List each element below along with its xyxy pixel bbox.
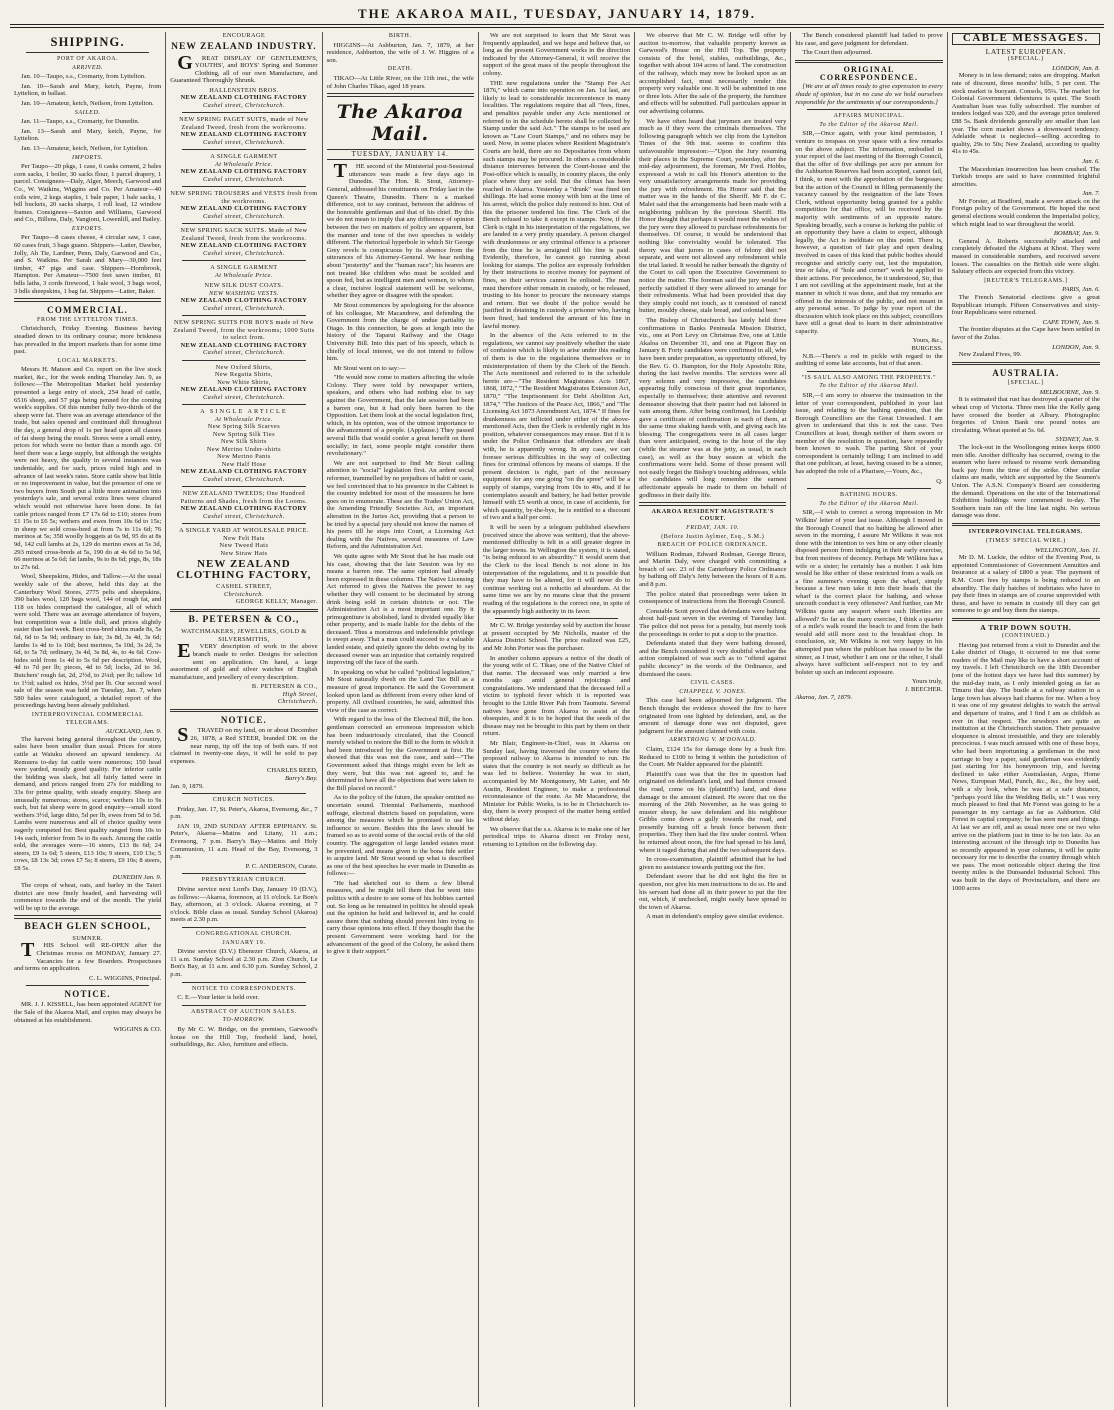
factory-address: Cashel street, Christchurch. xyxy=(203,475,285,483)
letter-signature: Q. xyxy=(936,477,943,485)
factory-address: Cashel street, Christchurch. xyxy=(203,212,285,220)
divider xyxy=(807,109,930,110)
clothing-ad-sub: NEW WASHING VESTS. xyxy=(208,289,279,297)
dateline: Jan. 6. xyxy=(1082,157,1100,165)
cable-text: The French Senatorial elections give a great Republican triumph. Fifteen Conservatives and sixty-four Republicans were returned. xyxy=(951,294,1100,317)
trip-text: Having just returned from a visit to Dunedin and the Lake district of Otago, it occurred to me that some readers of the Mail may like to have a short account of my travels. I left Christchurch on the 18th December (one of the hottest days we have had this summer) by the mid-day train, as I only intended going as far as Timaru that day. The bustle at a railway station in a large town has always had charms for me. When a boy it was one of my greatest delights to watch the arrival and departure of trains, and I find I am as childish as ever in that respect. The newsboys are quite an institution at the Christchurch station. Their persuasive eloquence is almost irresistible, and they are tolerably precocious. I was much amused with one of these boys, who had been importuning a gentleman in the next carriage to buy a paper, said gentleman was evidently just starting for his honeymoon trip, and having declined to take either Australasian, Argus, Home News, European Mail, Punch, &c., &c., the boy said, with a sly look, when he was at a safe distance, "perhaps you'd like the Wedding Bells, sir." I was very much pleased to find that Mr Forest was going to be a passenger in my carriage as far as Ashburton. Old Forest in capital company; he has seen men and things. At last we are off, and as usual more one or two who arrive on the platform just in time to be too late. As an interesting account of the through trip to Dunedin has so recently appeared in your columns, it will be quite necessary for me to describe the country through which we pass. The most noticeable object during the first twenty miles is the Dunsandel Industrial School. This was built in the days of Provincialism, and there are 1000 acres xyxy=(951,641,1100,892)
divider xyxy=(327,93,474,97)
court-text: A man in defendant's employ gave similar evidence. xyxy=(646,913,784,921)
correspondents-text: C. E.—Your letter is held over. xyxy=(177,994,260,1002)
latest-european-heading: LATEST EUROPEAN. xyxy=(985,46,1066,56)
factory-street: CASHEL STREET, xyxy=(216,583,272,591)
letter-text: SIR,—I am sorry to observe the insinuation in the letter of your correspondent, published in your last issue, and relating to the bathing question, that the Borough Councillors are the Great Unwashed. I am given to understand that this is not the case. Two Councillors at least, though neither of them sworn or member of the resolution in question, have repeatedly been known to wash. The parting Shot of your correspondent is certainly telling; I am inclined to add that one publican, at least, having ceased to be a sinner, has adopted the role of a Pharisee,—Yours, &c., xyxy=(795,392,943,475)
divider xyxy=(182,260,305,261)
factory-name: NEW ZEALAND CLOTHING FACTORY xyxy=(180,386,308,394)
divider xyxy=(26,52,149,53)
arrival-line: Jan. 10—Sarah and Mary, ketch, Payne, from Lyttelton, in ballast. xyxy=(14,82,162,98)
court-text: Plaintiff's case was that the fire in question had originated on defendant's land, and had thence crossed the road, come on his (plaintiff's) land, and done damage to the amount claimed. He swore that on the morning of the 26th November, as he was going to muster sheep, he saw defendant and his neighbour Gribbs come down a gully towards the road, and presently burning off a brush fence between their properties. They then had the fire under control. When he returned about noon, the fire had spread to his land, where it raged during that and the two subsequent days. xyxy=(639,770,787,854)
shipping-heading: SHIPPING. xyxy=(50,35,125,49)
death-text: TIKAO—At Little River, on the 11th inst., the wife of John Charles Tikao, aged 18 years. xyxy=(326,74,474,90)
cable-text: The lock-out in the Woollongong mines keeps 6000 men idle. Another difficulty has occurred, owing to the seamen who have refused to resume work demanding back pay from the time of the strike. Other similar claims are made, which are supported by the Seamen's Union. The A.S.N. Company's Board are considering the demand. Operations on the site of the International Exhibition buildings were commenced to-day. The Southern train ran off the line last night. No serious damage was done. xyxy=(951,444,1100,520)
divider xyxy=(182,927,305,928)
editorial-paragraph: Mr Stout commences by apologising for the absence of his colleague, Mr Macandrew, and defending the Government from the charge of undue partiality to Otago. In this connection, he goes at length into the history of the Taparui Railway and the Otago University Bill. Into this part of his speech, which is chiefly of local interest, we do not intend to follow him. xyxy=(326,301,474,363)
correspondence-note: [We are at all times ready to give expression to every shade of opinion, but in no case do we hold ourselves responsible for the sentiments of our correspondents.] xyxy=(795,83,943,106)
news-paragraph: We observe that the s.s. Akaroa is to make one of her periodical trips to Akaroa direct on Friday next, returning to Lyttelton on the following day. xyxy=(482,825,631,848)
church-notices-heading: CHURCH NOTICES. xyxy=(212,797,276,804)
divider xyxy=(182,1005,305,1006)
editorial-paragraph: Mr Stout went on to say:— xyxy=(333,364,406,372)
divider xyxy=(182,149,305,150)
single-article-sub: At Wholesale Price. xyxy=(215,415,273,423)
strayed-notice-date: Jan. 9, 1879. xyxy=(170,782,204,790)
editor-address: To the Editor of the Akaroa Mail. xyxy=(819,383,919,390)
cable-text: The frontier disputes at the Cape have been settled in favor of the Zulus. xyxy=(951,326,1100,341)
dateline: BOMBAY, Jan. 9. xyxy=(1053,230,1100,238)
great-display-text: GREAT DISPLAY OF GENTLEMEN'S, YOUTHS', and BOYS' Spring and Summer Clothing, all of our own Manufacture, and Guaranteed Thoroughly Shrunk. xyxy=(170,51,318,85)
beach-glen-heading: BEACH GLEN SCHOOL, xyxy=(24,921,151,932)
dateline: DUNEDIN Jan. 9. xyxy=(112,874,162,882)
birth-text: HIGGINS—At Ashburton, Jan. 7, 1879, at her residence, Ashburton, the wife of J. W. Higgins of a son. xyxy=(326,41,474,64)
divider xyxy=(182,486,305,487)
court-text: Defendants stated that they were bathing dressed, and the Bench considered it very doubtful whether the action complained of was such as to "offend against public decency" in the words of the Ordinance, and dismissed the cases. xyxy=(639,640,787,678)
dateline: MELBOURNE, Jan. 9. xyxy=(1039,388,1100,396)
court-text: The Bench considered plaintiff had failed to prove his case, and gave judgment for defendant. xyxy=(795,32,943,47)
local-markets-text: Messrs H. Matson and Co. report on the live stock market, &c., for the week ending Thursday Jan. 9, as follows:—The Metropolitan Market held yesterday presented a large entry of stock, 254 head of cattle, 6516 sheep, and 57 pigs being penned for the coming week's supplies. Of this number fully two-thirds of the sheep were fat. There was an average attendance of the trade, but sales opened and continued dull throughout the day, a general drop of 1s per head upon all classes of fat sheep being the result. Stores were a small entry, prices for which were no better than a month ago. Of beef there was a large supply, but although the weights were not heavy, the quality in several instances was undeniable, and for such, prices ruled high and in advance of last week's rates. Store cattle show but little or no improvement in value, but the presence of one or two buyers from South put a little more animation into yesterday's sale, and several extra lines were cleared which would not otherwise have been done. In fat cattle prices ranged from £7 17s 6d to £10; stores from £1 15s to £6 5s; wethers and ewes from 10s 6d to 15s; in sheep we sold cross-bred at from 7s to 11s 6d; 76 merinos at 5s; 358 woolly hoggets at 6s 9d, 95 do at 8s 9d, 142 cull lambs at 2s, 129 do merino ewes at 5s 3d, 293 mixed cross-breds at 5s, 190 do at 4s 6d to 5s 9d, 66 merinos at 5s 6d; fat lambs, 9s to 8s 6d; pigs, 8s, 18s to 27s 6d. xyxy=(14,366,162,571)
cable-text: The Macedonian insurrection has been crushed. The Turkish troops are said to have committed frightful atrocities. xyxy=(951,165,1100,188)
factory-name: NEW ZEALAND CLOTHING FACTORY xyxy=(180,242,308,250)
dateline: PARIS, Jan. 6. xyxy=(1062,286,1100,294)
editorial-paragraph: "He had sketched out to them a few liberal measures, and he might tell them that he went into politics with a desire to see some of his hobbies carried out. So long as he remained in politics he should speak out the opinion he held and believed in, and he could assure them that nothing should prevent him trying to carry those opinions into effect. If they thought that the present Government were working hard for the advancement of the good of the Colony, he asked them to give it their support." xyxy=(326,879,474,956)
clothing-ad-line: NEW SPRING TROUSERS and VESTS fresh from the workrooms. xyxy=(170,190,318,205)
auction-abstract-date: TO-MORROW. xyxy=(222,1017,266,1024)
presbyterian-text: Divine service next Lord's Day, January 19 (D.V.), as follows:—Akaroa, forenoon, at 11 o'clock. Le Bon's Bay, afternoon, at 3 o'clock. Akaroa evening, at 7 o'clock. Bible class as usual. Sunday School (Akaroa) meets at 2.30 p.m. xyxy=(170,886,318,924)
shirt-line: New Regatta Shirts, xyxy=(214,371,273,379)
clothing-ad-sub: At Wholesale Price. xyxy=(215,271,273,279)
nz-industry-heading: NEW ZEALAND INDUSTRY. xyxy=(171,41,317,52)
scarf-line: New Half Hose xyxy=(221,460,267,468)
divider xyxy=(807,488,930,489)
auction-abstract-heading: ABSTRACT OF AUCTION SALES. xyxy=(191,1008,297,1015)
editor-address: To the Editor of the Akaroa Mail. xyxy=(819,121,919,128)
divider xyxy=(639,502,786,506)
factory-name: NEW ZEALAND CLOTHING FACTORY xyxy=(180,131,308,139)
news-paragraph: In the absence of the Acts referred to in the regulations, we cannot say positively whether the state of confusion which is likely to arise under this reading of them is due to the regulations themselves or to misinterpretation of them by the Clerk of the Bench. The Acts mentioned and referred to in the schedule hereto are—"The Resident Magistrates Acts 1867, 1868, 1872," "The Resident Magistrates Extension Act, 1870," "The Imprisonment for Debt Abolition Act, 1874," "The Justices of the Peace Act, 1866," and "The Licensing Act 1873 Amendment Act, 1874." If fines for drunkenness are inflicted under either of the above-mentioned Acts, then the Clerk is evidently right in his position, whatever consequences may ensue. But if it is under the Police Ordinance that offenders are dealt with, he is apparently wrong. In any case, we can foresee serious difficulties in the way of collecting fines for criminal offences by means of stamps. If the present decision is right, part of the necessary equipment for any one going "on the spree" will be a supply of stamps, varying from 10s to 40s, and if he contemplates assault and battery, he had better provide himself with £5 worth at once, in case of accidents, for which quantity, by-the-bye, he is entitled to a discount of two and a half per cent. xyxy=(482,332,631,522)
arrival-line: Jan. 10—Taupo, s.s., Cromarty, from Lyttelton. xyxy=(21,73,146,81)
column-1 xyxy=(10,32,166,1407)
editorial-paragraph: THE second of the Ministerial post-Sessional utterances was made a few days ago in Dunedin. The Hon. R. Stout, Attorney-General, addressed his constituents on Friday last in the Queen's Theatre, Dunedin. There is a marked difference, not to say contrast, between the address of the honorable gentleman and that of his chief. By this we do not mean to imply that any difference of opinion between the two on matters of policy are apparent, but the manner and tone of the two speeches is widely different. The rhetorical hyperbole in which Sir George Grey revels is conspicuous by its absence from the utterances of his Attorney-General. We hear nothing about "posterity" and the "human race"; his hearers are not treated like children who must be scolded and spoon fed, but as intelligent men and women, to whom a clear, incisive logical statement will be welcome, whether they agree or disagree with the speaker. xyxy=(326,160,474,300)
news-paragraph: Mr Blair, Engineer-in-Chief, was in Akaroa on Sunday last, having traversed the country where the proposed railway to Akaroa is intended to run. He states that the country is not nearly so difficult as he was led to believe. Yesterday he was to start, accompanied by Mr Montgomery, Mr Latter, and Mr Austin, Resident Engineer, to make a professional reconnaissance of the route. As Mr Macandrew, the Minister for Public Works, is to be in Christchurch to-day, there is every prospect of the matter being settled without delay. xyxy=(482,740,631,823)
factory-address: Cashel street, Christchurch. xyxy=(203,393,285,401)
cable-text: Mr Forster, at Bradford, made a severe attack on the Foreign policy of the Government. He hoped the next general elections would condemn the Imperialist policy, which might lead to war throughout the world. xyxy=(951,197,1100,228)
clothing-ad-line: NEW SILK DUST COATS. xyxy=(204,282,284,290)
commercial-heading: COMMERCIAL. xyxy=(47,304,129,315)
interprovincial-commercial-heading: INTERPROVINCIAL COMMERCIAL TELEGRAMS. xyxy=(31,712,144,726)
commercial-text: Christchurch, Friday Evening. Business having steadied down to its ordinary course; more briskness has prevailed in the import markets than for some time past. xyxy=(14,325,162,356)
court-before: (Before Justin Aylmer, Esq., S.M.) xyxy=(661,533,765,540)
scarf-line: New Merino Under-shirts xyxy=(206,445,281,453)
hat-line: New Straw Hats xyxy=(220,549,268,557)
sailed-heading: SAILED. xyxy=(74,109,101,116)
clothing-ad-line: NEW SPRING PAGET SUITS, made of New Zealand Tweed, fresh from the workrooms. xyxy=(179,116,309,131)
correspondents-heading: NOTICE TO CORRESPONDENTS. xyxy=(191,985,296,992)
news-paragraph: The Bishop of Christchurch has lately held three confirmations in Banks Peninsula Mission District, viz., one at Port Levy on Christmas Eve, one at Little Akaloa on December 31, and one at Pigeon Bay on January 8. Forty candidates were confirmed in all, who have been under preparation, as opportunity offered, by the Rev. G. O. Hampton, for the Holy Apostolic Rite, during the last twelve months. The services were all very solemn and very impressive, the candidates appearing fully conscious of their great importance, especially to themselves; their attentive and reverent demeanor showing that their pastor had not labored in vain among them. After being confirmed, his Lordship gave a certificate of confirmation to each of them, at the same time shaking hands with, and giving each his blessing. The congregations were in all cases larger than were anticipated, owing to the hour of the day (while the steamer was at the jetty, as usual, in each case), as well as the busy season at which the confirmations were held. Some of those present will not easily forget the Bishop's touching addresses, while the candidates will long remember the earnest affectionate appeals he made to them on behalf of godliness in their daily life. xyxy=(639,316,787,499)
strayed-notice-heading: NOTICE. xyxy=(220,715,267,726)
court-date: FRIDAY, JAN. 10. xyxy=(686,524,740,531)
australia-heading: AUSTRALIA. xyxy=(992,368,1060,379)
congregational-date: JANUARY 19. xyxy=(222,939,266,946)
church-signature: P. C. ANDERSON, Curate. xyxy=(245,862,318,870)
divider xyxy=(495,618,618,619)
cable-text: It is estimated that rust has destroyed a quarter of the wheat crop of Victoria. Three men like the Kelly gang have crossed the border at Albury. Photographic forgeries of Union Bank one pound notes are circulating. Wheat quoted at 5s. 6d. xyxy=(951,396,1100,434)
editor-address: To the Editor of the Akaroa Mail. xyxy=(819,500,919,507)
dateline: AUCKLAND, Jan. 9. xyxy=(105,728,162,736)
paper-title: The Akaroa Mail. xyxy=(336,100,464,145)
divider xyxy=(952,362,1100,366)
masthead-rule xyxy=(10,24,1104,28)
scarf-line: New Spring Silk Ties xyxy=(212,430,275,438)
scarf-line: New Silk Shirts xyxy=(220,438,267,446)
divider xyxy=(182,982,305,983)
column-2 xyxy=(166,32,322,1407)
shirt-line: New Oxford Shirts, xyxy=(215,363,273,371)
church-text: Friday, Jan. 17, St. Peter's, Akaroa, Evensong, &c., 7 p.m. xyxy=(170,805,318,821)
imports-heading: IMPORTS. xyxy=(71,154,104,161)
divider xyxy=(795,60,942,64)
letter-signature: J. BEECHER. xyxy=(905,686,943,693)
saul-heading: "IS SAUL ALSO AMONG THE PROPHETS." xyxy=(801,374,937,381)
factory-address: Cashel street, Christchurch. xyxy=(203,349,285,357)
clothing-ad-line: A SINGLE GARMENT xyxy=(210,153,278,161)
hat-line: New Tweed Hats xyxy=(219,542,269,550)
scarf-line: New Merino Pants xyxy=(217,453,271,461)
dateline: LONDON, Jan. 9. xyxy=(1052,343,1100,351)
masthead-title: THE AKAROA MAIL, TUESDAY, JANUARY 14, 1879. xyxy=(357,6,757,21)
factory-city: Christchurch. xyxy=(224,590,264,598)
death-heading: DEATH. xyxy=(387,66,413,73)
clothing-ad-line: NEW SPRING SACK SUITS. Made of New Zealand Tweed, fresh from the workrooms. xyxy=(180,227,308,242)
reuter-label: [REUTER'S TELEGRAMS.] xyxy=(984,277,1068,284)
court-breach-heading: BREACH OF POLICE ORDINANCE. xyxy=(657,542,769,549)
column-7 xyxy=(948,32,1104,1407)
single-article-heading: A SINGLE ARTICLE xyxy=(200,408,288,416)
presbyterian-heading: PRESBYTERIAN CHURCH. xyxy=(201,877,287,884)
dunedin-text: The crops of wheat, oats, and barley in the Taieri district are now finely headed, and harvesting will commence towards the end of the month. The yield will be up to the average. xyxy=(14,882,162,912)
divider xyxy=(170,609,317,613)
special-label: (SPECIAL.) xyxy=(1007,56,1044,63)
bathing-hours-heading: BATHING HOURS. xyxy=(840,492,899,499)
special-label: [SPECIAL.] xyxy=(1007,380,1044,387)
petersen-signature: Christchurch. xyxy=(277,698,318,706)
clothing-ad-line: A SINGLE GARMENT xyxy=(210,264,278,272)
petersen-sub: WATCHMAKERS, JEWELLERS, GOLD & SILVERSMITHS, xyxy=(181,628,307,643)
clothing-ads xyxy=(170,94,317,361)
civil-case-title: ARMSTRONG V. M'DONALD. xyxy=(669,737,757,744)
factory-name: NEW ZEALAND CLOTHING FACTORY xyxy=(180,297,308,305)
factory-name: NEW ZEALAND CLOTHING FACTORY xyxy=(180,205,308,213)
factory-address: Cashel street, Christchurch. xyxy=(203,101,285,109)
hat-line: New Felt Hats xyxy=(223,534,265,542)
cable-text: Money is in less demand; rates are dropping. Market rate of discount, three months' bills, 5 per cent. The stock market is buoyant. Consols, 95¼. The market for Colonial Government debentures is quiet. The South Australian loan was fully subscribed. The number of tenders lodged was 320, and the average price tendered £88 5s. Bank dividends generally are smaller than last year. The corn market shows a downward tendency. Adelaide wheat is neglected—selling according to quality, 29s to 50s; New Zealand, according to quality 41s to 45s. xyxy=(951,72,1100,156)
news-paragraph: Mr C. W. Bridge yesterday sold by auction the house at present occupied by Mr Nicholls, master of the Akaroa District School. The price realized was £25, and Mr John Porter was the purchaser. xyxy=(482,622,631,652)
letter-signature: Yours, &c., xyxy=(912,337,943,345)
column-5 xyxy=(635,32,791,1407)
editorial-paragraph: In speaking on what he called "political legislation," Mr Stout naturally dwelt on the Land Tax Bill as a measure of great importance. He said the Government looked upon land as different from every other kind of property. All civilised countries, he said, admitted this view of the case as correct. xyxy=(326,668,474,714)
cable-messages-heading: CABLE MESSAGES. xyxy=(952,33,1100,45)
columns xyxy=(10,32,1104,1407)
editorial-paragraph: We quite agree with Mr Stout that he has made out his case, showing that the late Session was by no means a barren one. The same opinion had already been expressed in these columns. The Native Licensing Act referred to gives the Natives the power to say whether they will consent to be decimated by strong drink being sold in certain districts or not. The Administration Act is a most important one. By it primogeniture is abolished, land is divided equally like other property, and is made liable for the debts of the deceased. Thus a monstrous and indefensible privilege is swept away. That a man could succeed to a valuable landed estate, and quietly ignore the debts owing by its deceased owner was an injustice that certainly required improving off the face of the earth. xyxy=(326,552,474,667)
divider xyxy=(14,298,161,302)
court-text: Defendant swore that he did not light the fire in question, nor give his men instructions to do so. He and his servant had done all in their power to put the fire out, which, if unchecked, might easily have spread to the town of Akaroa. xyxy=(639,873,787,911)
strayed-notice-signature: CHARLES REED, xyxy=(267,767,318,775)
civil-case-title: CHAPPELL V. JONES. xyxy=(679,688,747,695)
arrival-line: Jan. 10—Amateur, ketch, Neilson, from Lyttelton. xyxy=(21,99,154,107)
divider xyxy=(182,793,305,794)
letter-nb: N.B.—There's a rod in pickle with regard to the auditing of some late accounts, but of that anon. xyxy=(795,352,943,368)
column-6 xyxy=(791,32,947,1407)
court-heading: AKAROA RESIDENT MAGISTRATE'S COURT. xyxy=(651,508,774,523)
factory-name: NEW ZEALAND CLOTHING FACTORY xyxy=(180,468,308,476)
divider xyxy=(182,223,305,224)
divider xyxy=(182,404,305,405)
factory-name: NEW ZEALAND CLOTHING FACTORY xyxy=(180,341,308,349)
court-text: The police stated that proceedings were taken in consequence of instructions from the Borough Council. xyxy=(639,590,787,606)
trip-heading: A TRIP DOWN SOUTH. xyxy=(980,623,1072,633)
court-text: In cross-examination, plaintiff admitted that he had given no assistance towards putting out the fire. xyxy=(639,856,787,871)
single-yard-heading: A SINGLE YARD AT WHOLESALE PRICE. xyxy=(179,527,309,535)
auction-abstract-text: By Mr C. W. Bridge, on the premises, Garwood's house on the Hill Top, freehold land, hotel, outbuildings, &c. Also, furniture and effects. xyxy=(170,1025,318,1049)
affairs-municipal-heading: AFFAIRS MUNICIPAL. xyxy=(833,113,905,120)
letter-signature: Yours truly, xyxy=(911,678,943,686)
divider xyxy=(182,873,305,874)
cable-text: General A. Roberts successfully attacked and completely defeated the Afghans at Khost. They were massed in considerable numbers, and received severe losses. The casualties on the British side were slight. Salutary effects are expected from this victory. xyxy=(951,237,1100,276)
interprovincial-telegrams-heading: INTERPROVINCIAL TELEGRAMS. xyxy=(968,529,1083,536)
editorial-paragraph: We are not surprised to find Mr Stout calling attention to "social" legislation first. An ardent social reformer, trammelled by no prejudices of habit or caste, we feel convinced that to his presence in the Cabinet is the country indebted for most of the measures he here goes on to enumerate. These are the Trades' Union Act, the Amending Friendly Societies Act, an important alteration in the Juries Act, providing that a person to be tried by a special jury should not know the names of his peers till he steps into Court, a Licensing Act dealing with the Natives, several measures of Law Reform, and the Administration Act. xyxy=(326,459,474,551)
factory-address: Cashel street, Christchurch. xyxy=(203,512,285,520)
cable-text: Mr D. M. Luckie, the editor of the Evening Post, is appointed Commissioner of Government Annuities and Insurance at a salary of £800 a year. The payment of R.M. Court fees by stamps is being reduced to an absurdity. The daily batches of inebriates who have to pay their fines in stamps are of course unprovided with these, and have to remain in custody till they can get someone to go and buy them the stamps. xyxy=(951,554,1100,615)
factory-address: Cashel street, Christchurch. xyxy=(203,138,285,146)
beach-glen-text: THIS School will RE-OPEN after the Christmas recess on MONDAY, January 27. Vacancies for a few Boarders. Prospectuses and terms on application. xyxy=(14,939,162,973)
civil-cases-heading: CIVIL CASES. xyxy=(690,680,736,687)
strayed-notice-signature: Barry's Bay. xyxy=(285,774,318,782)
congregational-heading: CONGREGATIONAL CHURCH. xyxy=(195,931,292,937)
editorial-date: TUESDAY, JANUARY 14. xyxy=(327,149,474,161)
dateline: LONDON, Jan. 8. xyxy=(1052,64,1100,72)
factory-address: Cashel street, Christchurch. xyxy=(203,304,285,312)
interprovincial-text: The harvest being general throughout the country, sales have been smaller than usual. Prices for store cattle at Waiuku showed an upward tendency. At Remuera to-day fat cattle were numerous; 150 head were yarded, mostly good quality. For inferior cattle the bidding was slack, but all fairly fatted were in demand, and prices ranged from 27s for middling to 33s for prime quality, with steady enquiry. Sheep are unusually numerous; stores, scarce; wethers 10s to 9s each, but fat sheep were in good enquiry—small sized wethers 3½d, large ditto, 5d per lb, ewes from 5d to 5d. Lambs were numerous and all of choice quality were eagerly competed for. Best quality ranged from 10s to 14s each, inferior from 5s to 8s each. Among the cattle sold, the averages were—16 steers, £13 8s 6d; 24 steers, £9 1s 6d; 5 steers, £13 10s; 9 steers, £10 13s; 5 cows, £8 13s 3d; cows £7 5s; 8 steers, £9 10s; 8 steers, £8 5s. xyxy=(14,735,162,872)
hallenstein-label: HALLENSTEIN BROS. xyxy=(209,86,279,94)
factory-name: NEW ZEALAND CLOTHING FACTORY xyxy=(180,94,308,102)
petersen-signature: High Street, xyxy=(282,690,318,698)
petersen-signature: B. PETERSEN & CO., xyxy=(251,683,318,691)
divider xyxy=(182,315,305,316)
court-text: Constable Scott proved that defendants were bathing about half-past seven in the evening of Tuesday last. The police did not press for a penalty, but merely took the proceedings in order to put a stop to the practice. xyxy=(639,607,787,638)
divider xyxy=(807,371,930,372)
church-text: JAN 19, 2ND SUNDAY AFTER EPIPHANY. St. Peter's, Akaroa—Matins and Litany, 11 a.m.; Evensong, 7 p.m. Barry's Bay—Matins and Holy Communion, 11 a.m. Head of the Bay, Evensong, 3 p.m. xyxy=(170,822,318,861)
divider xyxy=(14,915,161,919)
port-heading: PORT OF AKAROA. xyxy=(56,56,119,62)
divider xyxy=(170,709,317,713)
imports-text: Per Taupo—20 pkgs, 1 case, 6 casks cement, 2 bales corn sacks, 1 boiler, 30 sacks flour, 1 parcel drapery, 1 parcel. Consignees—Daly, Alger, Meech, Garwood and Co., W. Watkins, Wiggins and Co. Per Amateur—40 coils wire, 2 kegs staples, 1 bale paper, 1 bale sacks, 1 bdl buckets, 20 sacks sharps, 1 roll lead, 12 window frames. Consignees—Saxton and Williams, Garwood and Co., Billens, Daly, Vangioni, Lowenlill, and Bailey. xyxy=(14,163,162,224)
trip-continued: (CONTINUED.) xyxy=(1001,633,1050,640)
local-markets-text: Wool, Sheepskins, Hides, and Tallow.—At the usual weekly sale of the above, held this day at the Canterbury Wool Stores, 2775 pelts and sheepskins, 390 bales wool, 120 bags wool, 144 of rough fat, and 118 ox hides comprised the catalogue, all of which were sold. There was an average attendance of buyers, but competition was a little dull, and prices slightly easier than last week. Best cross-bred skins made 8s, 5s 6d, 6d to 5s 9d; ordinary to fair, 3s 8d, 3s 4d, 3s 6d; lambs 1s 4d to 1s 10d; best merinos, 5s 10d, 3s 2d, 3s 6d, to 5s 7d; ordinary, 3s 4d, 3s 8d, 4s, to 4s 6d. Cow-hides sold from 1s 4d to 5s 6d per description. Wool, 4d to 7d per lb; pieces, 4d to 5d; locks, 2d to 3d. Butchers' rough fat, 2d, 2½d, to 2¼d; per lb; tallow 1d to 1½d; salted ox hides, 3½d per lb. Our second wool sale of the season was held on Tuesday, Jan. 7, when 580 bales were catalogued, a detailed report of the proceedings having been already published. xyxy=(14,573,162,710)
strayed-notice-text: STRAYED on my land, on or about December 26, 1878, a Red STEER, branded DK on the near rump, tip off the top of both ears. If not claimed in twenty-one days, it will be sold to pay expenses. xyxy=(170,724,318,765)
news-paragraph: We are not surprised to learn that Mr Stout was frequently applauded, and we hope and believe that, so long as the present Government works in the direction indicated by the Attorney-General, it will receive the support of the great mass of the people throughout the colony. xyxy=(482,32,631,77)
cable-text: New Zealand Fives, 99. xyxy=(958,351,1022,359)
congregational-text: Divine service (D.V.) Ebenezer Church, Akaroa, at 11 a.m. Sunday School at 2.30 p.m. Zion Church, Le Bon's Bay, at 11 a.m. and 6.30 p.m. Sunday School, 2 p.m. xyxy=(170,948,318,978)
court-text: William Rodman, Edward Rodman, George Bruce, and Martin Daly, were charged with committing a breach of sec. 23 of the Canterbury Police Ordinance by bathing off Daly's Jetty between the hours of 8 a.m. and 8 p.m. xyxy=(639,550,787,589)
exports-heading: EXPORTS. xyxy=(71,225,104,232)
factory-manager: GEORGE KELLY, Manager. xyxy=(235,598,318,606)
column-4 xyxy=(479,32,635,1407)
times-wire-label: (TIMES' SPECIAL WIRE.) xyxy=(985,538,1066,545)
news-paragraph: THE new regulations under the "Stamp Fee Act 1876," which came into operation on Jan. 1st last, are likely to lead to considerable inconvenience in many localities. The regulations require that all "fees, fines, and penalties payable under any Acts mentioned or referred to in the schedule hereto shall be collected by Stamp under the said Act." The stamps to be used are known as "Law Court Stamps," and no others may be used. Now, in some places where Resident Magistrate's Courts are held, there are no Depositaries from whom such stamps may be procured. In others a considerable distance intervenes between the Court-house and the Post-office which is usually, in country places, the only place where they are sold. But the climax has been reached in Akaroa. Yesterday a "drunk" was fined ten shillings. He had some money with him at the time of his arrest, which the police duly restored to him. Out of this the prisoner tendered his fine. The Clerk of the Bench refused to take it except in stamps. Now, if the Clerk is right in his interpretation of the regulations, we are landed in a very pretty quandary. A person charged with drunkenness or any criminal offence is a prisoner from the time he is arraigned till his fine is paid. Evidently, therefore, he cannot go running about looking for stamps. The police are expressly forbidden by their instructions to receive money for payment of fines, so their services cannot be enlisted. The man must therefore either remain in custody, or be released, trusting to his honor to procure the necessary stamps and return. But we doubt if the police would be justified in detaining in custody a prisoner who, having been fined, had tendered the amount of his fine in lawful money. xyxy=(482,79,631,330)
letter-text: SIR,—I wish to correct a wrong impression in Mr Wilkins' letter of your last issue. Although I moved in the Borough Council that no bathing be allowed after seven in the morning, I assure Mr Wilkins it was not done with the intention to vex him or any other cleanly disposed person from indulging in their early exercise, but from motives of decency. Perhaps Mr Wilkins has a wife or a sister; he certainly has a mother. I ask him would he like either of these restricted from a walk on a fine summer's evening upon the wharf, simply because a few men take it into their heads that the wharf is the correct place for bathing, and whose uncouth conduct is very offensive? And further, can Mr Wilkins quote any seaport where such liberties are allowed? So far as the many exercise, I think a quarter of a mile's walk round the beach to and from the bath would add still more zest to the breakfast chop. In conclusion, sir, Mr Wilkins is not very happy in his attempted pun where the publican has ceased to be the sinner, as I trust, whether I am one or the other, I shall always have sufficient self-respect not to try and bolster up such an indecent exposure. xyxy=(795,509,943,676)
divider xyxy=(26,985,149,986)
notice-signature: WIGGINS & CO. xyxy=(113,1026,162,1034)
divider xyxy=(952,618,1100,622)
divider xyxy=(182,360,305,361)
court-text: The Court then adjourned. xyxy=(802,49,872,57)
sailing-line: Jan. 11—Taupo, s.s., Cromarty, for Dunedin. xyxy=(21,118,140,126)
news-paragraph: We have often heard that jurymen are treated very much as if they were the criminals themselves. The following paragraph which we clip from the Lyttelton Times of the 9th inst. seems to confirm this unfavourable impression:—"Upon the Jury resuming their places in the Supreme Court, yesterday, after the mid-day adjournment, the foreman, Mr Fred. Hobbs, expressed a wish to call his Honor's attention to the very unsatisfactory arrangements made for providing the jury with refreshment. His Honor said that the matter was in the hands of the Sheriff. Mr F. de C. Malet said that the arrangements had been made with a neighboring publican by the previous Sheriff. His Honor thought that perhaps it would meet the wishes of the jury were they allowed to purchase refreshments for themselves. Of course, it would be understood that nothing like conviviality would be tolerated. The theory was that jurors in cases of felony did not separate, and were not allowed any refreshment while the trial lasted. It would be rather beneath the dignity of the Court to call upon the Executive Government to notice the matter. The foreman said the jury would be perfectly satisfied if they were allowed to arrange for their refreshments. What had been provided that day they simply could not touch, as it consisted of rancid butter, mouldy cheese, stale bread, and colonial beer." xyxy=(639,117,787,315)
factory-address: Cashel street, Christchurch. xyxy=(203,249,285,257)
column-3 xyxy=(323,32,479,1407)
notice-heading: NOTICE. xyxy=(64,989,111,1000)
petersen-heading: B. PETERSEN & CO., xyxy=(188,615,300,626)
sailing-line: Jan. 13—Amateur, ketch, Neilson, for Lyttelton. xyxy=(21,144,149,152)
divider xyxy=(952,523,1100,527)
factory-name: NEW ZEALAND CLOTHING FACTORY xyxy=(180,168,308,176)
notice-text: MR. J. J. KISSELL, has been appointed AGENT for the Sale of the Akaroa Mail, and copies may always be obtained at his establishment. xyxy=(14,1001,162,1024)
birth-heading: BIRTH. xyxy=(388,33,412,39)
factory-address: Cashel street, Christchurch. xyxy=(203,175,285,183)
encourage-label: ENCOURAGE xyxy=(222,32,266,39)
letter-text: SIR,—Once again, with your kind permission, I venture to trespass on your space with a few remarks on the above subject. The information, embodied in your report of the last meeting of the Borough Council, that the offer of five shillings per acre per annum for the Ashburton Reserves had been accepted, cannot fail, I think, to meet with the approbation of the burgesses; but the action of the Council in filling permanently the vacancy caused by the resignation of the late Town Clerk, without opportunity being granted for a public competition for that office, will be received by the majority with sentiments of an opposite nature. Speaking broadly, such a course is lurking the public of an opportunity they have a claim to expect, although legally, the Act is inelditate on this point. There is, however, a question of fair play and open dealing involved in cases of this kind that public bodies should recognise and strictly carry out, lest the imputation, true or false, of "hole and corner" work be applied to their actions. For precedence, be it understood, Sir, that I am not cavilling at the appointment made, but at the manner in which it was done, and that my remarks are offered in the interests of the public, and not meant in any personal sense. To judge by your report of the discussion which took place on this subject, councillors have still a great deal to learn in their administrative capacity. xyxy=(795,130,943,335)
news-paragraph: We observe that Mr C. W. Bridge will offer by auction to-morrow, that valuable property known as Garwood's House on the Hill Top. The property consists of the hotel, stables, outbuildings, &c., together with about 104 acres of land. The construction of the railway, which may now be looked upon as an accomplished fact, must necessarily render this property very valuable one. It will be submitted in one or three lots. After the sale of the property, the furniture and effects will be submitted. Full particulars appear in our advertising columns. xyxy=(639,32,787,115)
dateline: CAPE TOWN, Jan. 9. xyxy=(1042,318,1100,326)
editorial-paragraph: As to the policy of the future, the speaker omitted no uncertain sound. Triennial Parliaments, manhood suffrage, electoral districts based on population, were among the measures which he promised to use his influence to secure. Besides this the laws should be framed so as to avoid some of the social evils of the old country. The aggregation of large landed estates must be prevented, and means given to the bona fide settler to acquire land. Mr Stout wound up what is described as one of the best speeches he ever made in Dunedin as follows:— xyxy=(326,794,474,878)
dateline: SYDNEY, Jan. 9. xyxy=(1055,436,1100,444)
dateline: Jan. 7. xyxy=(1082,190,1100,198)
editorial-paragraph: With regard to the loss of the Electoral Bill, the hon. gentleman corrected an erroneous impression which has been industriously circulated, that the Council merely wished to restore the Bill to the form in which it had been introduced by the Government at first. He showed that this was not the case, and said—"The Government asked that things might even be left as they were, but this was not agreed to, and he determined to have all the objections that were taken to the Bill placed on record." xyxy=(326,716,474,792)
court-text: Claim, £124 15s for damage done by a bush fire. Reduced to £100 to bring it within the jurisdiction of the Court. Mr Nalder appeared for the plaintiff. xyxy=(639,745,787,769)
local-markets-heading: LOCAL MARKETS. xyxy=(57,357,118,364)
clothing-ad-line: NEW SPRING SUITS FOR BOYS made of New Zealand Tweed, from the workrooms; 1000 Suits to select from. xyxy=(173,319,315,342)
original-correspondence-heading: ORIGINAL CORRESPONDENCE. xyxy=(819,65,919,82)
petersen-text: EVERY description of work in the above branch made to order. Designs for selection sent on application. On hand, a large assortment of gold and silver watches of English manufacture, and jewellery of every description. xyxy=(170,640,318,681)
dateline: WELLINGTON, Jan. 11. xyxy=(1035,546,1100,554)
divider xyxy=(182,523,305,524)
court-text: This case had been adjourned for judgment. The Bench thought the evidence showed the fire to have originated from one lighted by defendant, and, as the amount of damage done was not disputed, gave judgment for the amount claimed with costs. xyxy=(639,697,787,735)
tweeds-text: NEW ZEALAND TWEEDS; One Hundred Patterns and Shades, fresh from the Looms. xyxy=(180,490,308,505)
letter-date: Akaroa, Jan. 7, 1879. xyxy=(795,693,853,701)
scarf-line: New Spring Silk Scarves xyxy=(207,423,281,431)
divider xyxy=(182,112,305,113)
beach-glen-signature: C. L. WIGGINS, Principal. xyxy=(89,974,162,982)
exports-text: Per Taupo—8 cases cheese, 4 circular saw, 1 case, 60 cases fruit, 3 bags guano. Shippers—Latter, Dawber, Jolly, Ah Tie, Lardner, Penn, Daly, Garwood and Co., and S. Watkins. Per Sarah and Mary—30,000 feet timber, 47 pigs and case. Shippers—Hornbrook, Hampton. Per Amateur—7500 feet sawn timber, 81 bdls laths, 3 cords firewood, 1 bale wool, 3 bags wool, 3 bdls sheepskins, 1 bag fat. Shippers—Latter, Baker. xyxy=(14,234,162,295)
commercial-source: FROM THE LYTTELTON TIMES. xyxy=(37,316,139,323)
nz-clothing-factory-heading: NEW ZEALAND CLOTHING FACTORY, xyxy=(176,558,312,582)
news-paragraph: In another column appears a notice of the death of the young wife of C. Tikao, one of the Native Chief of that name. The deceased was only married a few months ago amid general rejoicings and congratulations. We understand that the deceased fell a victim to typhoid fever which it is reported was brought to the Little River Pah from Taumutu. Several natives have gone from Akaroa to assist at the obsequies, and it is to be hoped that the seeds of the disease may not be brought to this part by them on their return. xyxy=(482,654,631,738)
letter-signature: BURGESS. xyxy=(911,345,943,353)
news-paragraph: It will be seen by a telegram published elsewhere (received since the above was written), that the above-mentioned difficulty is felt in a still greater degree in the larger towns. In Wellington the system, it is stated, "is being reduced to an absurdity." It would seem that the Clerk to the local Bench is not alone in his interpretation of the regulations, and it is possible that they may have to be altered, for it will never do to continue working out a reductio ad absurdum. At the same time we are by no means clear that the present reading of the regulations is the correct one, in spite of the apparently high authority in its favor. xyxy=(482,524,631,615)
divider xyxy=(182,186,305,187)
arrived-heading: ARRIVED. xyxy=(72,64,104,71)
shirt-line: New White Shirts, xyxy=(217,378,271,386)
factory-name: NEW ZEALAND CLOTHING FACTORY xyxy=(180,505,308,513)
sailing-line: Jan. 13—Sarah and Mary, ketch, Payne, for Lyttelton. xyxy=(14,127,162,143)
beach-glen-sub: SUMNER. xyxy=(72,934,103,942)
clothing-ad-sub: At Wholesale Price. xyxy=(215,160,273,168)
editorial-paragraph: "He would now come to matters affecting the whole Colony. They were told by newspaper writers, speakers, and others who had nothing else to say against the Government, that the late session had been a barren one, but it had only been barren to the Opposition. Let them look at the social legislation first, which, in his opinion, was of the utmost importance to the advancement of a people. (Applause.) They passed several Bills that would confer a great benefit on them socially; in fact, some people might consider them revolutionary." xyxy=(326,374,474,458)
